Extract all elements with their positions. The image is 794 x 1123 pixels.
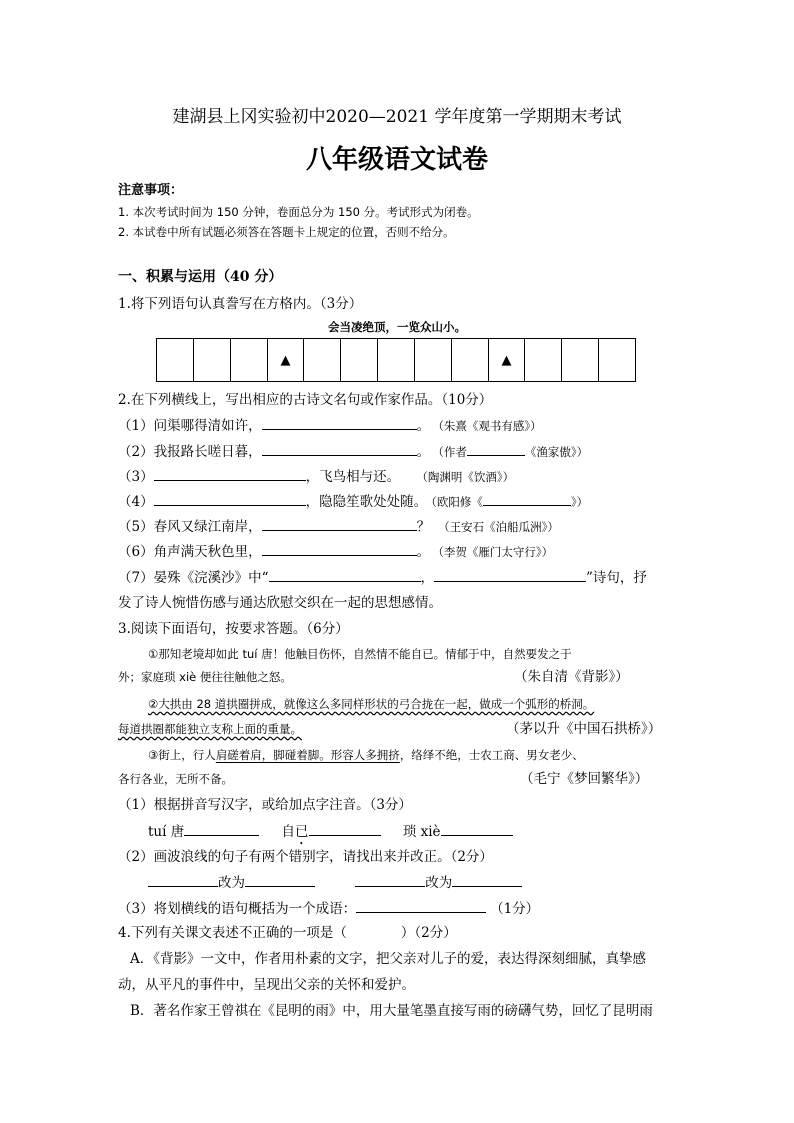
q2-item-5-end: ？ <box>416 519 431 535</box>
q2-item-4-source-b: 》） <box>570 495 589 509</box>
q2-item-4-num: （4） <box>118 494 154 510</box>
q2-item-5 <box>118 517 559 536</box>
q3-passage-2-line-1: ②大拱由 28 道拱圈拼成，就像这么多同样形状的弓合拢在一起，做成一个弧形的桥洞。 <box>148 697 595 711</box>
answer-blank[interactable] <box>154 467 306 481</box>
q1-stem: 1.将下列语句认真誊写在方格内。（3分） <box>118 296 363 312</box>
q1-sentence: 会当凌绝顶，一览众山小。 <box>328 320 466 334</box>
q3-passage-3-line-2: 各行各业，无所不备。 <box>118 772 233 786</box>
q3-sub-1-answers <box>148 822 513 848</box>
q3-passage-1-line-1: ①那知老境却如此 tuí 唐！他触目伤怀，自然情不能自已。情郁于中，自然要发之于 <box>148 647 572 661</box>
q2-item-2-source-a: （作者 <box>438 445 467 459</box>
answer-blank[interactable] <box>154 492 306 506</box>
answer-blank[interactable] <box>269 568 421 582</box>
notice-item-2: 2. 本试卷中所有试题必须答在答题卡上规定的位置，否则不给分。 <box>118 225 455 239</box>
q3-passage-3-source: （毛宁《梦回繁华》） <box>520 771 649 787</box>
grid-cell-marker: ▲ <box>489 339 526 381</box>
answer-blank[interactable] <box>309 822 381 836</box>
q2-item-5-source: （王安石《泊船瓜洲》） <box>438 520 559 534</box>
answer-blank[interactable] <box>262 542 417 556</box>
q4-stem: 4.下列有关课文表述不正确的一项是（ ）（2分） <box>118 925 457 941</box>
answer-blank[interactable] <box>245 873 315 887</box>
q3-sub-1-a: tuí 唐 <box>148 824 185 840</box>
author-blank[interactable] <box>467 442 525 456</box>
q3-sub-2-answers <box>148 873 522 892</box>
grid-cell[interactable] <box>231 339 268 381</box>
q3-sub-1-b-dot: 已 <box>295 824 309 840</box>
q2-item-6-end: 。 <box>416 544 431 560</box>
grid-cell[interactable] <box>194 339 231 381</box>
q3-passage-2-source: （茅以升《中国石拱桥》） <box>506 721 662 737</box>
q2-item-7-end: ”诗句，抒 <box>586 570 647 586</box>
answer-blank[interactable] <box>355 873 425 887</box>
q3-sub-1-c: 琐 xiè <box>402 824 441 840</box>
grid-cell-marker: ▲ <box>268 339 305 381</box>
grid-cell[interactable] <box>452 339 489 381</box>
q3-passage-3-line-1 <box>148 746 584 764</box>
q3-sub-2-gai-1: 改为 <box>218 875 245 891</box>
q2-item-5-text: （5）春风又绿江南岸， <box>118 519 262 535</box>
q2-item-3-text: ，飞鸟相与还。 <box>305 469 401 485</box>
grid-cell[interactable] <box>599 339 635 381</box>
q2-item-4-text: ，隐隐笙歌处处随。 <box>305 494 428 510</box>
q2-stem: 2.在下列横线上，写出相应的古诗文名句或作家作品。（10分） <box>118 392 493 408</box>
q2-item-1 <box>118 416 542 435</box>
work-blank[interactable] <box>483 492 571 506</box>
q2-item-7-comma: ， <box>420 570 434 586</box>
q3-sub-3 <box>118 899 539 918</box>
exam-title: 八年级语文试卷 <box>305 145 488 175</box>
grid-cell[interactable] <box>378 339 415 381</box>
answer-blank[interactable] <box>434 568 586 582</box>
grid-cell[interactable] <box>525 339 562 381</box>
answer-blank[interactable] <box>148 873 218 887</box>
q2-item-3 <box>118 467 514 486</box>
q3-passage-1-source: （朱自清《背影》） <box>514 669 629 685</box>
grid-cell[interactable] <box>562 339 599 381</box>
q2-item-4-source-a: （欧阳修《 <box>431 495 483 509</box>
q3-passage-1-line-2: 外；家庭琐 xiè 便往往触他之怒。 <box>118 670 292 684</box>
q3-sub-1: （1）根据拼音写汉字，或给加点字注音。（3分） <box>118 797 412 813</box>
q3-passage-3-underlined: 肩磋着肩，脚碰着脚。形容人多拥挤 <box>215 748 400 762</box>
notice-title: 注意事项： <box>118 183 184 198</box>
q2-item-2 <box>118 442 588 461</box>
q2-item-1-end: 。 <box>416 418 431 434</box>
exam-header: 建湖县上冈实验初中2020—2021 学年度第一学期期末考试 <box>172 107 622 127</box>
q3-sub-3-text: （3）将划横线的语句概括为一个成语： <box>118 901 357 917</box>
notice-item-1: 1. 本次考试时间为 150 分钟，卷面总分为 150 分。考试形式为闭卷。 <box>118 205 479 219</box>
q4-option-a-line-2: 动，从平凡的事件中，呈现出父亲的关怀和爱护。 <box>118 977 415 993</box>
grid-cell[interactable] <box>304 339 341 381</box>
q2-item-7-text: （7）晏殊《浣溪沙》中“ <box>118 570 269 586</box>
copy-grid <box>156 338 636 382</box>
q4-option-a-line-1: A．《背影》一文中，作者用朴素的文字，把父亲对儿子的爱，表达得深刻细腻，真挚感 <box>130 951 646 967</box>
answer-blank[interactable] <box>184 822 259 836</box>
q2-item-1-source: （朱熹《观书有感》） <box>438 419 542 433</box>
q2-item-3-source: （陶渊明《饮酒》） <box>422 470 515 484</box>
answer-blank[interactable] <box>262 442 417 456</box>
q2-item-2-text: （2）我报路长嗟日暮， <box>118 444 262 460</box>
answer-blank[interactable] <box>262 416 417 430</box>
q2-item-4 <box>118 492 588 511</box>
q3-stem: 3.阅读下面语句，按要求答题。（6分） <box>118 621 349 637</box>
grid-cell[interactable] <box>157 339 194 381</box>
q2-item-2-end: 。 <box>416 444 431 460</box>
answer-blank[interactable] <box>356 899 486 913</box>
q3-passage-2-line-2: 每道拱圈都能独立支称上面的重量。 <box>118 722 302 736</box>
q2-item-6-source: （李贺《雁门太守行》） <box>438 545 554 559</box>
q2-item-6-text: （6）角声满天秋色里， <box>118 544 262 560</box>
answer-blank[interactable] <box>262 517 417 531</box>
answer-blank[interactable] <box>452 873 522 887</box>
q2-item-7 <box>118 568 647 587</box>
grid-cell[interactable] <box>415 339 452 381</box>
q3-passage-3-text-b: ，络绎不绝，士农工商、男女老少、 <box>399 748 584 762</box>
q4-option-b-line-1: B．著名作家王曾祺在《昆明的雨》中，用大量笔墨直接写雨的磅礴气势，回忆了昆明雨 <box>130 1003 653 1019</box>
q3-passage-3-text-a: ③街上，行人 <box>148 748 216 762</box>
q2-item-3-num: （3） <box>118 469 154 485</box>
q2-item-7-cont: 发了诗人惋惜伤感与通达欣慰交织在一起的思想感情。 <box>118 595 442 611</box>
q2-item-1-text: （1）问渠哪得清如许， <box>118 418 262 434</box>
answer-blank[interactable] <box>441 822 513 836</box>
q2-item-2-source-b: 《渔家傲》） <box>524 445 589 459</box>
q2-item-6 <box>118 542 553 561</box>
q3-sub-2: （2）画波浪线的句子有两个错别字，请找出来并改正。（2分） <box>118 849 493 865</box>
section-1-title: 一、积累与运用（40 分） <box>118 269 283 285</box>
grid-cell[interactable] <box>341 339 378 381</box>
q3-sub-2-gai-2: 改为 <box>425 875 453 891</box>
q3-sub-1-b: 自 <box>281 824 296 840</box>
q3-sub-3-score: （1分） <box>490 901 540 917</box>
